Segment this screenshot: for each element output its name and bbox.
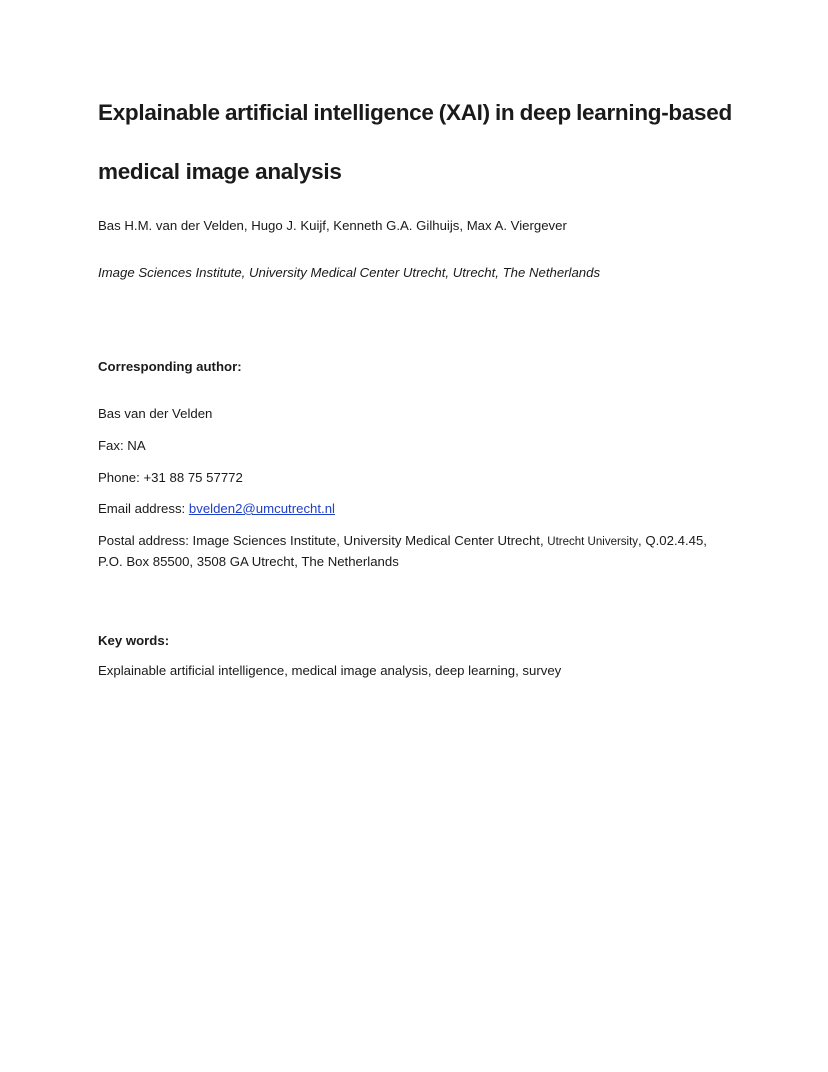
keywords-heading: Key words:	[98, 633, 170, 648]
postal-address-line2: P.O. Box 85500, 3508 GA Utrecht, The Netherlands	[98, 554, 399, 569]
title-word: in	[494, 100, 515, 125]
paper-title	[98, 99, 732, 127]
postal-university: Utrecht University	[547, 536, 639, 548]
postal-label: Postal address: Image Sciences Institute, University Medical Center Utrecht,	[98, 533, 548, 548]
author-list: Bas H.M. van der Velden, Hugo J. Kuijf, Kenneth G.A. Gilhuijs, Max A. Viergever	[98, 218, 567, 233]
email-line	[98, 500, 335, 518]
postal-address-line1	[98, 532, 707, 551]
corresponding-author-heading: Corresponding author:	[98, 359, 242, 374]
corresponding-author-name: Bas van der Velden	[98, 406, 213, 421]
email-link[interactable]: bvelden2@umcutrecht.nl	[188, 501, 335, 516]
email-label: Email address:	[98, 501, 189, 516]
affiliation: Image Sciences Institute, University Medical Center Utrecht, Utrecht, The Netherlands	[98, 265, 601, 280]
keywords-list: Explainable artificial intelligence, medical image analysis, deep learning, survey	[98, 663, 562, 678]
title-word: (XAI)	[438, 100, 490, 125]
title-word: deep	[519, 100, 571, 125]
title-word: intelligence	[313, 100, 434, 125]
title-word: Explainable	[98, 100, 220, 125]
title-word: learning-based	[576, 100, 732, 125]
phone-line: Phone: +31 88 75 57772	[98, 470, 243, 485]
title-word: artificial	[224, 100, 309, 125]
postal-room: , Q.02.4.45,	[638, 533, 707, 548]
fax-line: Fax: NA	[98, 438, 146, 453]
paper-title-line2: medical image analysis	[98, 159, 342, 184]
